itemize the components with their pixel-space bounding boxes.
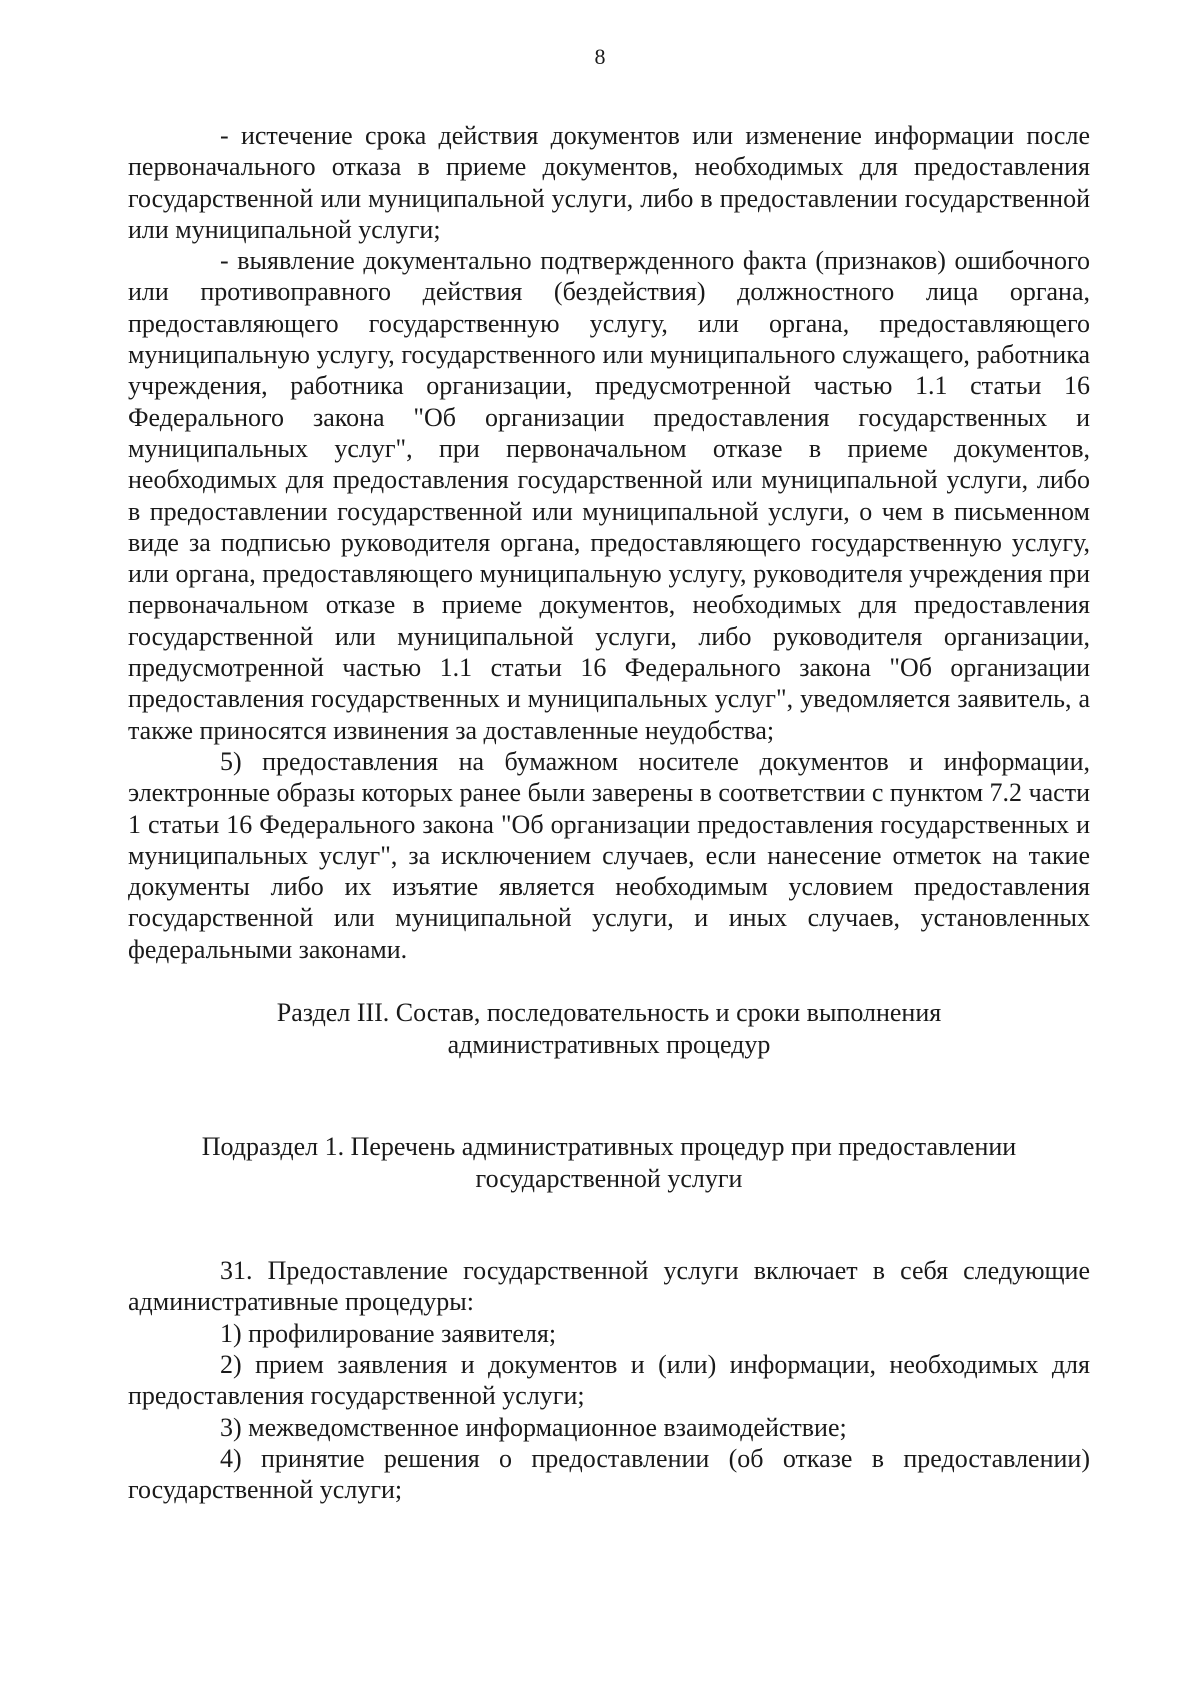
list-item-decision: 4) принятие решения о предоставлении (об отказе в предоставлении) государственной услуги; bbox=[128, 1443, 1090, 1505]
list-item-application-intake: 2) прием заявления и документов и (или) информации, необходимых для предоставления государственной услуги; bbox=[128, 1349, 1090, 1411]
list-item-interagency: 3) межведомственное информационное взаимодействие; bbox=[220, 1412, 847, 1442]
section-heading-line-1: Раздел III. Состав, последовательность и сроки выполнения bbox=[276, 998, 942, 1028]
list-item-profiling: 1) профилирование заявителя; bbox=[220, 1318, 557, 1348]
subsection-heading bbox=[128, 1131, 1090, 1195]
subsection-heading-line-2: государственной услуги bbox=[475, 1164, 743, 1194]
item-31: 31. Предоставление государственной услуги включает в себя следующие административные процедуры: bbox=[128, 1256, 1090, 1317]
section-heading bbox=[128, 997, 1090, 1061]
section-heading-line-2: административных процедур bbox=[447, 1030, 771, 1060]
paragraph-expiry: - истечение срока действия документов или изменение информации после первоначального отказа в приеме документов, необходимых для предоставления государственной или муниципальной услуги, либо в предоставлении государственной или муниципальной услуги; bbox=[128, 121, 1090, 244]
paragraph-paper-documents: 5) предоставления на бумажном носителе документов и информации, электронные образы которых ранее были заверены в соответствии с пунктом 7.2 части 1 статьи 16 Федерального закона "Об организации предоставления государственных и муниципальных услуг", за исключением случаев, если нанесение отметок на такие документы либо их изъятие является необходимым условием предоставления государственной или муниципальной услуги, и иных случаев, установленных федеральными законами. bbox=[128, 746, 1090, 964]
document-body bbox=[128, 120, 1090, 1505]
paragraph-error-detection: - выявление документально подтвержденного факта (признаков) ошибочного или противоправного действия (бездействия) должностного лица органа, предоставляющего государственную услугу, или органа, предоставляющего муниципальную услугу, государственного или муниципального служащего, работника учреждения, работника организации, предусмотренной частью 1.1 статьи 16 Федерального закона "Об организации предоставления государственных и муниципальных услуг", при первоначальном отказе в приеме документов, необходимых для предоставления государственной или муниципальной услуги, либо в предоставлении государственной или муниципальной услуги, о чем в письменном виде за подписью руководителя органа, предоставляющего государственную услугу, или органа, предоставляющего муниципальную услугу, руководителя учреждения при первоначальном отказе в приеме документов, необходимых для предоставления государственной или муниципальной услуги, либо руководителя организации, предусмотренной частью 1.1 статьи 16 Федерального закона "Об организации предоставления государственных и муниципальных услуг", уведомляется заявитель, а также приносятся извинения за доставленные неудобства; bbox=[128, 246, 1090, 745]
page-number: 8 bbox=[594, 44, 606, 69]
subsection-heading-line-1: Подраздел 1. Перечень административных процедур при предоставлении bbox=[201, 1132, 1017, 1162]
